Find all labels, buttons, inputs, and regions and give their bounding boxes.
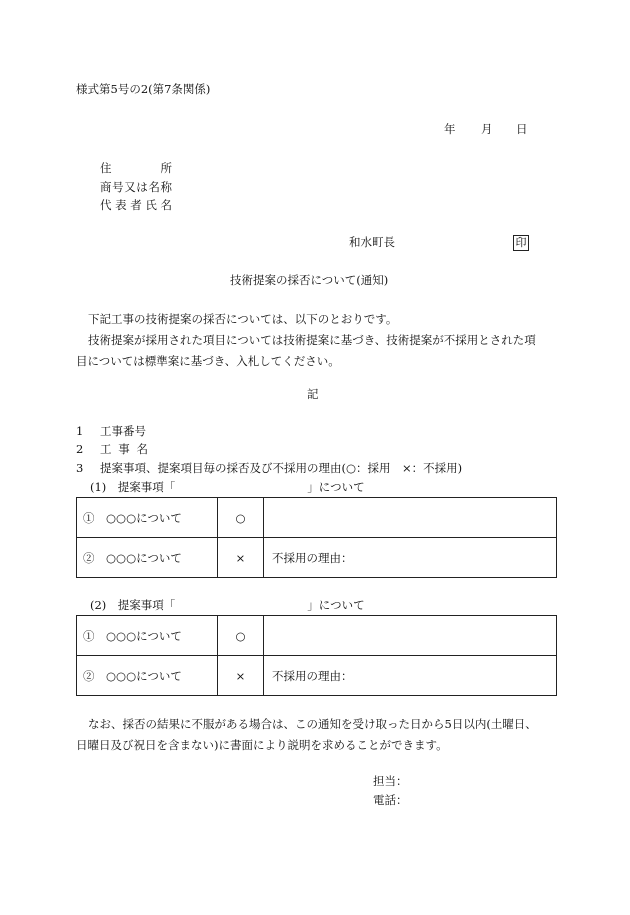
list-item-construction-number <box>76 425 146 439</box>
sender-title: 和水町長 <box>349 235 395 249</box>
form-number: 様式第5号の2(第7条関係) <box>76 82 211 96</box>
document-title: 技術提案の採否について(通知) <box>230 273 389 287</box>
note-line: 日曜日及び祝日を含まない)に書面により説明を求めることができます。 <box>76 738 448 752</box>
table-row <box>77 538 557 578</box>
contact-phone-label: 電話： <box>373 793 408 807</box>
company-name-label: 商号又は名称 <box>100 180 172 194</box>
body-line: 技術提案が採用された項目については技術提案に基づき、技術提案が不採用とされた項 <box>88 333 536 347</box>
body-line: 目については標準案に基づき、入札してください。 <box>76 354 340 368</box>
adoption-mark-cell: × <box>218 538 264 578</box>
item-number: 1 <box>76 424 84 438</box>
date-day-label: 日 <box>516 122 528 136</box>
item-label: 提案事項、提案項目毎の採否及び不採用の理由(○：採用 ×：不採用) <box>100 461 463 475</box>
proposal-header-suffix: 」について <box>307 480 365 494</box>
proposal-item-cell: ② ○○○について <box>77 538 218 578</box>
contact-person-label: 担当： <box>373 774 408 788</box>
table-row <box>77 656 557 696</box>
reason-cell <box>264 498 557 538</box>
proposal-header-suffix: 」について <box>307 598 365 612</box>
reason-cell <box>264 616 557 656</box>
ki-heading: 記 <box>307 387 319 401</box>
address-label: 住所 <box>100 161 172 175</box>
proposal-1-header <box>90 481 365 495</box>
body-line: 下記工事の技術提案の採否については、以下のとおりです。 <box>88 312 398 326</box>
adoption-mark-cell: ○ <box>218 498 264 538</box>
proposal-2-table <box>76 615 557 696</box>
date-year-label: 年 <box>444 122 456 136</box>
body-paragraph <box>76 309 556 372</box>
list-item-proposal-results <box>76 462 462 476</box>
list-item-construction-name <box>76 443 148 457</box>
proposal-2-header <box>90 599 365 613</box>
reason-cell: 不採用の理由： <box>264 656 557 696</box>
proposal-1-table <box>76 497 557 578</box>
adoption-mark-cell: ○ <box>218 616 264 656</box>
note-line: なお、採否の結果に不服がある場合は、この通知を受け取った日から5日以内(土曜日、 <box>88 717 537 731</box>
representative-name-label: 代表者氏名 <box>100 198 172 212</box>
table-row <box>77 616 557 656</box>
proposal-header-prefix: (1) 提案事項「 <box>90 480 176 494</box>
proposal-header-prefix: (2) 提案事項「 <box>90 598 176 612</box>
table-row <box>77 498 557 538</box>
note-paragraph <box>76 714 556 756</box>
proposal-item-cell: ① ○○○について <box>77 498 218 538</box>
seal-stamp: 印 <box>513 235 529 251</box>
adoption-mark-cell: × <box>218 656 264 696</box>
item-label: 工事番号 <box>100 424 146 438</box>
reason-cell: 不採用の理由： <box>264 538 557 578</box>
item-label: 工事名 <box>100 442 148 456</box>
item-number: 3 <box>76 461 84 475</box>
proposal-item-cell: ② ○○○について <box>77 656 218 696</box>
date-month-label: 月 <box>481 122 493 136</box>
item-number: 2 <box>76 442 84 456</box>
proposal-item-cell: ① ○○○について <box>77 616 218 656</box>
